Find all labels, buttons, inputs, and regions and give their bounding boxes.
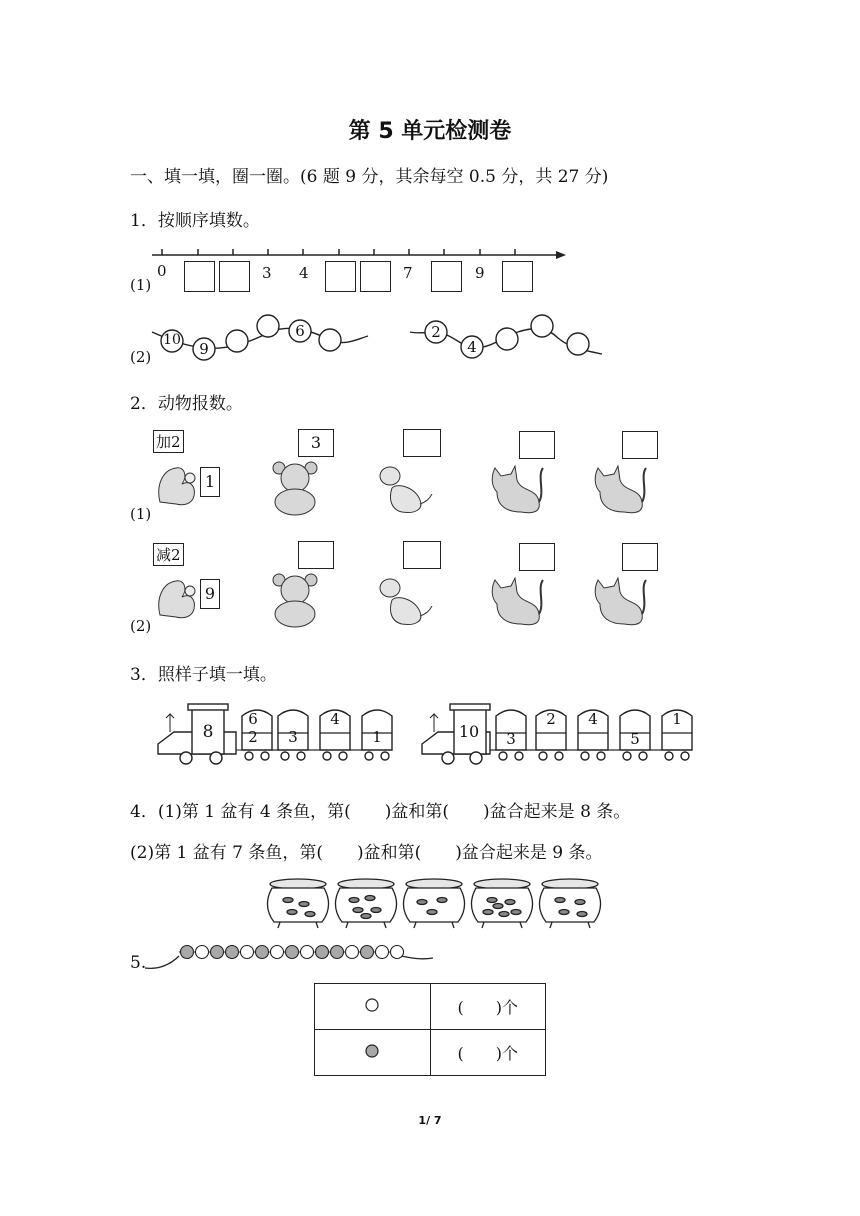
white-bead [271,946,284,959]
rule-box: 减2 [153,543,184,566]
number-line-blank[interactable] [431,261,462,292]
gray-bead [361,946,374,959]
engine-number: 10 [458,722,480,741]
cat-icon [487,462,549,518]
cat-icon [590,462,652,518]
speech-bubble[interactable] [298,541,334,569]
cat-icon [590,574,652,630]
gray-bead [256,946,269,959]
question-2-label: 2．动物报数。 [130,394,243,414]
white-bead [376,946,389,959]
dog-icon [374,460,434,518]
number-line [150,246,570,262]
bead-string [150,310,380,370]
bead-label: 4 [467,338,477,356]
number-line-value: 3 [262,264,272,282]
speech-bubble[interactable] [403,541,441,569]
question-1-label: 1．按顺序填数。 [130,211,260,231]
part-2-label: (2) [130,348,152,366]
question-4-line-1: 4．(1)第 1 盆有 4 条鱼，第( )盆和第( )盆合起来是 8 条。 [130,802,631,822]
gray-bead [226,946,239,959]
rule-box: 加2 [153,430,184,453]
bead-label: 2 [431,323,441,341]
part-2-label: (2) [130,617,152,635]
speech-bubble[interactable] [519,431,555,459]
car-top-number: 1 [672,710,682,728]
squirrel-icon [154,456,202,508]
bead-label: 6 [295,322,305,340]
answer-cell[interactable]: ( )个 [430,1030,546,1076]
fishbowls [262,876,622,932]
car-bottom-number: 3 [288,728,298,746]
gray-bead [286,946,299,959]
answer-cell[interactable]: ( )个 [430,984,546,1030]
number-line-blank[interactable] [219,261,250,292]
car-bottom-number: 3 [506,730,516,748]
gray-circle-cell [315,1030,431,1076]
bead-label: 9 [199,340,209,358]
bead-necklace [145,938,435,972]
part-1-label: (1) [130,505,152,523]
speech-bubble[interactable] [519,543,555,571]
white-bead [241,946,254,959]
number-line-value: 4 [299,264,309,282]
section-one-heading: 一、填一填，圈一圈。(6 题 9 分，其余每空 0.5 分，共 27 分) [130,167,609,187]
speech-bubble: 3 [298,429,334,457]
number-line-value: 9 [475,264,485,282]
speech-bubble[interactable] [403,429,441,457]
bead-label: 10 [163,332,181,348]
dog-icon [374,572,434,630]
car-bottom-number: 1 [372,728,382,746]
question-5-label: 5. [130,953,147,973]
number-line-blank[interactable] [502,261,533,292]
number-line-blank[interactable] [360,261,391,292]
white-circle-icon [364,997,380,1013]
white-bead [391,946,404,959]
number-line-value: 0 [157,262,167,280]
car-top-number: 2 [546,710,556,728]
page-number: 1/ 7 [418,1114,442,1127]
white-bead [346,946,359,959]
bear-icon [265,572,327,630]
car-top-number: 4 [588,710,598,728]
number-line-blank[interactable] [184,261,215,292]
cat-icon [487,574,549,630]
white-bead [196,946,209,959]
bead-count-table [314,983,546,1076]
squirrel-icon [154,569,202,621]
start-number-box: 1 [200,467,220,497]
gray-circle-icon [364,1043,380,1059]
speech-bubble[interactable] [622,431,658,459]
gray-bead [331,946,344,959]
number-line-value: 7 [403,264,413,282]
table-row [315,1030,546,1076]
number-line-blank[interactable] [325,261,356,292]
car-bottom-number: 2 [248,728,258,746]
part-1-label: (1) [130,276,152,294]
gray-bead [181,946,194,959]
car-top-number: 4 [330,710,340,728]
table-row [315,984,546,1030]
white-circle-cell [315,984,431,1030]
speech-bubble[interactable] [622,543,658,571]
car-bottom-number: 5 [630,730,640,748]
gray-bead [316,946,329,959]
start-number-box: 9 [200,579,220,609]
train-1 [156,702,396,766]
engine-number: 8 [202,722,214,742]
page-title: 第 5 单元检测卷 [348,119,512,144]
car-top-number: 6 [248,710,258,728]
bear-icon [265,460,327,518]
white-bead [301,946,314,959]
gray-bead [211,946,224,959]
question-4-line-2: (2)第 1 盆有 7 条鱼，第( )盆和第( )盆合起来是 9 条。 [130,843,603,863]
question-3-label: 3．照样子填一填。 [130,665,277,685]
